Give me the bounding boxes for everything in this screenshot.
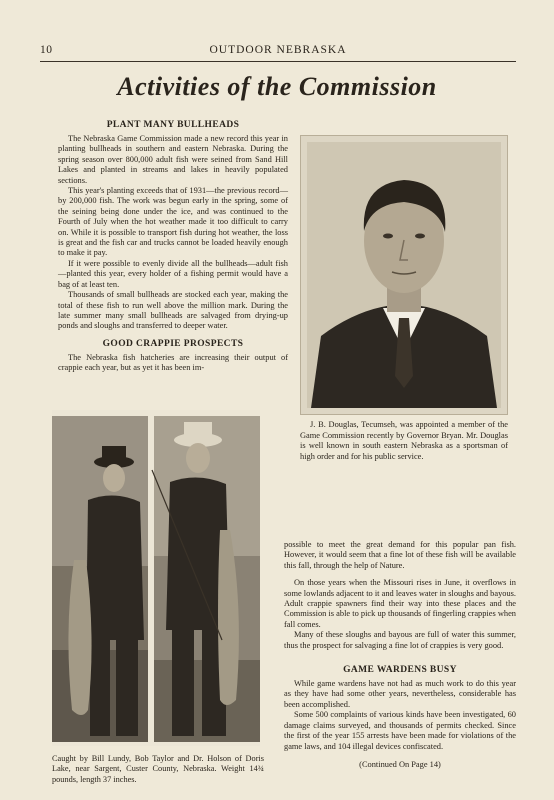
continued-note: (Continued On Page 14)	[359, 759, 441, 769]
fishermen-caption: Caught by Bill Lundy, Bob Taylor and Dr. Holson of Doris Lake, near Sargent, Custer County, Nebraska. Weight 14¾ pounds, length 37 inches.	[52, 754, 264, 784]
paragraph: If it were possible to evenly divide all the bullheads—adult fish—planted this year, every holder of a fishing permit would have a bag of at least ten.	[58, 258, 288, 289]
page-title: Activities of the Commission	[117, 72, 437, 101]
page-number: 10	[40, 44, 53, 56]
header-rule	[40, 61, 516, 62]
section-heading-crappie: GOOD CRAPPIE PROSPECTS	[102, 338, 244, 349]
fishermen-image	[52, 410, 260, 746]
paragraph: The Nebraska fish hatcheries are increasing their output of crappie each year, but as yet it has been im-	[58, 352, 288, 373]
paragraph: On those years when the Missouri rises in June, it overflows in some lowlands adjacent to it and leaves water in sloughs and bayous. Adult crappie spawners find their way into these places and the Commission is able to pick up thousands of fingerling crappies when fall comes.	[284, 578, 516, 629]
portrait-photo	[300, 135, 508, 415]
paragraph: Some 500 complaints of various kinds have been investigated, 60 damage claims surveyed, and thousands of permits checked. Since the first of the year 155 arrests have been made for violations of the game laws, and 104 illegal devices confiscated.	[284, 710, 516, 751]
left-column	[58, 120, 288, 374]
paragraph: The Nebraska Game Commission made a new record this year in planting bullheads in southern and eastern Nebraska. During the spring season over 800,000 adult fish were seined from Sand Hill Lakes and planted in streams and lakes in heavily populated sections.	[58, 134, 288, 185]
paragraph: This year's planting exceeds that of 1931—the previous record—by 200,000 fish. The work was begun early in the spring, some of the seining being done under the ice, and was continued to the Fourth of July when the hot weather made it too difficult to carry on. While it is possible to transport fish during hot weather, the loss is great and the fish car and trucks cannot be loaded heavily enough to make it pay.	[58, 186, 288, 258]
paragraph: Thousands of small bullheads are stocked each year, making the total of these fish to run well above the million mark. During the late summer many small bullheads are salvaged from drying-up ponds and sloughs and transferred to deeper water.	[58, 290, 288, 331]
paragraph: While game wardens have not had as much work to do this year as they have had some other years, nevertheless, considerable has been accomplished.	[284, 679, 516, 709]
paragraph: possible to meet the great demand for this popular pan fish. However, it would seem that a fine lot of these fish will be available this fall, through the help of Nature.	[284, 540, 516, 570]
section-heading-wardens: GAME WARDENS BUSY	[343, 665, 457, 676]
magazine-name: OUTDOOR NEBRASKA	[209, 44, 347, 56]
paragraph: Many of these sloughs and bayous are full of water this summer, thus the prospect for salvaging a fine lot of crappies is very good.	[284, 630, 516, 650]
section-heading-bullheads: PLANT MANY BULLHEADS	[106, 120, 240, 130]
portrait-caption: J. B. Douglas, Tecumseh, was appointed a member of the Game Commission recently by Governor Bryan. Mr. Douglas is well known in south eastern Nebraska as a sportsman of high order and for his public service.	[300, 420, 508, 461]
portrait-image	[301, 136, 507, 414]
fishermen-photo	[52, 410, 260, 746]
right-column	[284, 540, 516, 769]
